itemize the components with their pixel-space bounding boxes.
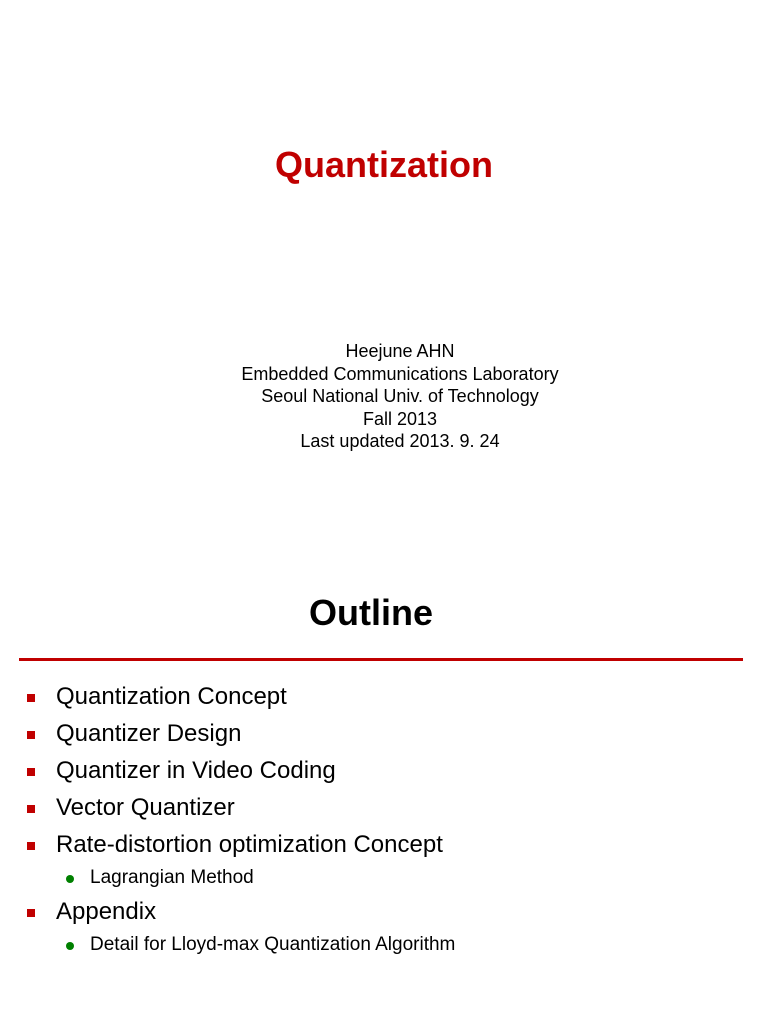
outline-item xyxy=(0,718,768,755)
square-bullet-icon xyxy=(27,731,35,739)
outline-item-label: Quantizer in Video Coding xyxy=(56,757,336,784)
outline-item-label: Appendix xyxy=(56,898,157,925)
outline-sub-item xyxy=(0,866,768,896)
outline-slide xyxy=(0,560,768,1024)
outline-list xyxy=(0,681,768,963)
square-bullet-icon xyxy=(27,694,35,702)
outline-item xyxy=(0,681,768,718)
outline-item xyxy=(0,896,768,933)
laboratory-name: Embedded Communications Laboratory xyxy=(241,363,559,384)
outline-title: Outline xyxy=(309,592,433,633)
outline-item-label: Rate-distortion optimization Concept xyxy=(56,831,443,858)
outline-sub-item-label: Lagrangian Method xyxy=(90,867,254,888)
outline-sub-item xyxy=(0,933,768,963)
square-bullet-icon xyxy=(27,768,35,776)
outline-item xyxy=(0,792,768,829)
university-name: Seoul National Univ. of Technology xyxy=(261,386,539,406)
last-updated: Last updated 2013. 9. 24 xyxy=(300,431,500,451)
square-bullet-icon xyxy=(27,842,35,850)
author-info xyxy=(0,340,768,453)
outline-item xyxy=(0,755,768,792)
square-bullet-icon xyxy=(27,909,35,917)
outline-item-label: Vector Quantizer xyxy=(56,794,235,821)
semester: Fall 2013 xyxy=(362,408,438,429)
title-divider xyxy=(19,658,743,661)
circle-bullet-icon xyxy=(66,942,74,950)
circle-bullet-icon xyxy=(66,875,74,883)
author-name: Heejune AHN xyxy=(345,341,455,361)
square-bullet-icon xyxy=(27,805,35,813)
outline-item-label: Quantization Concept xyxy=(56,683,287,710)
slide-title: Quantization xyxy=(275,144,493,185)
outline-item-label: Quantizer Design xyxy=(56,720,242,747)
outline-item xyxy=(0,829,768,866)
outline-sub-item-label: Detail for Lloyd-max Quantization Algorithm xyxy=(90,934,456,955)
